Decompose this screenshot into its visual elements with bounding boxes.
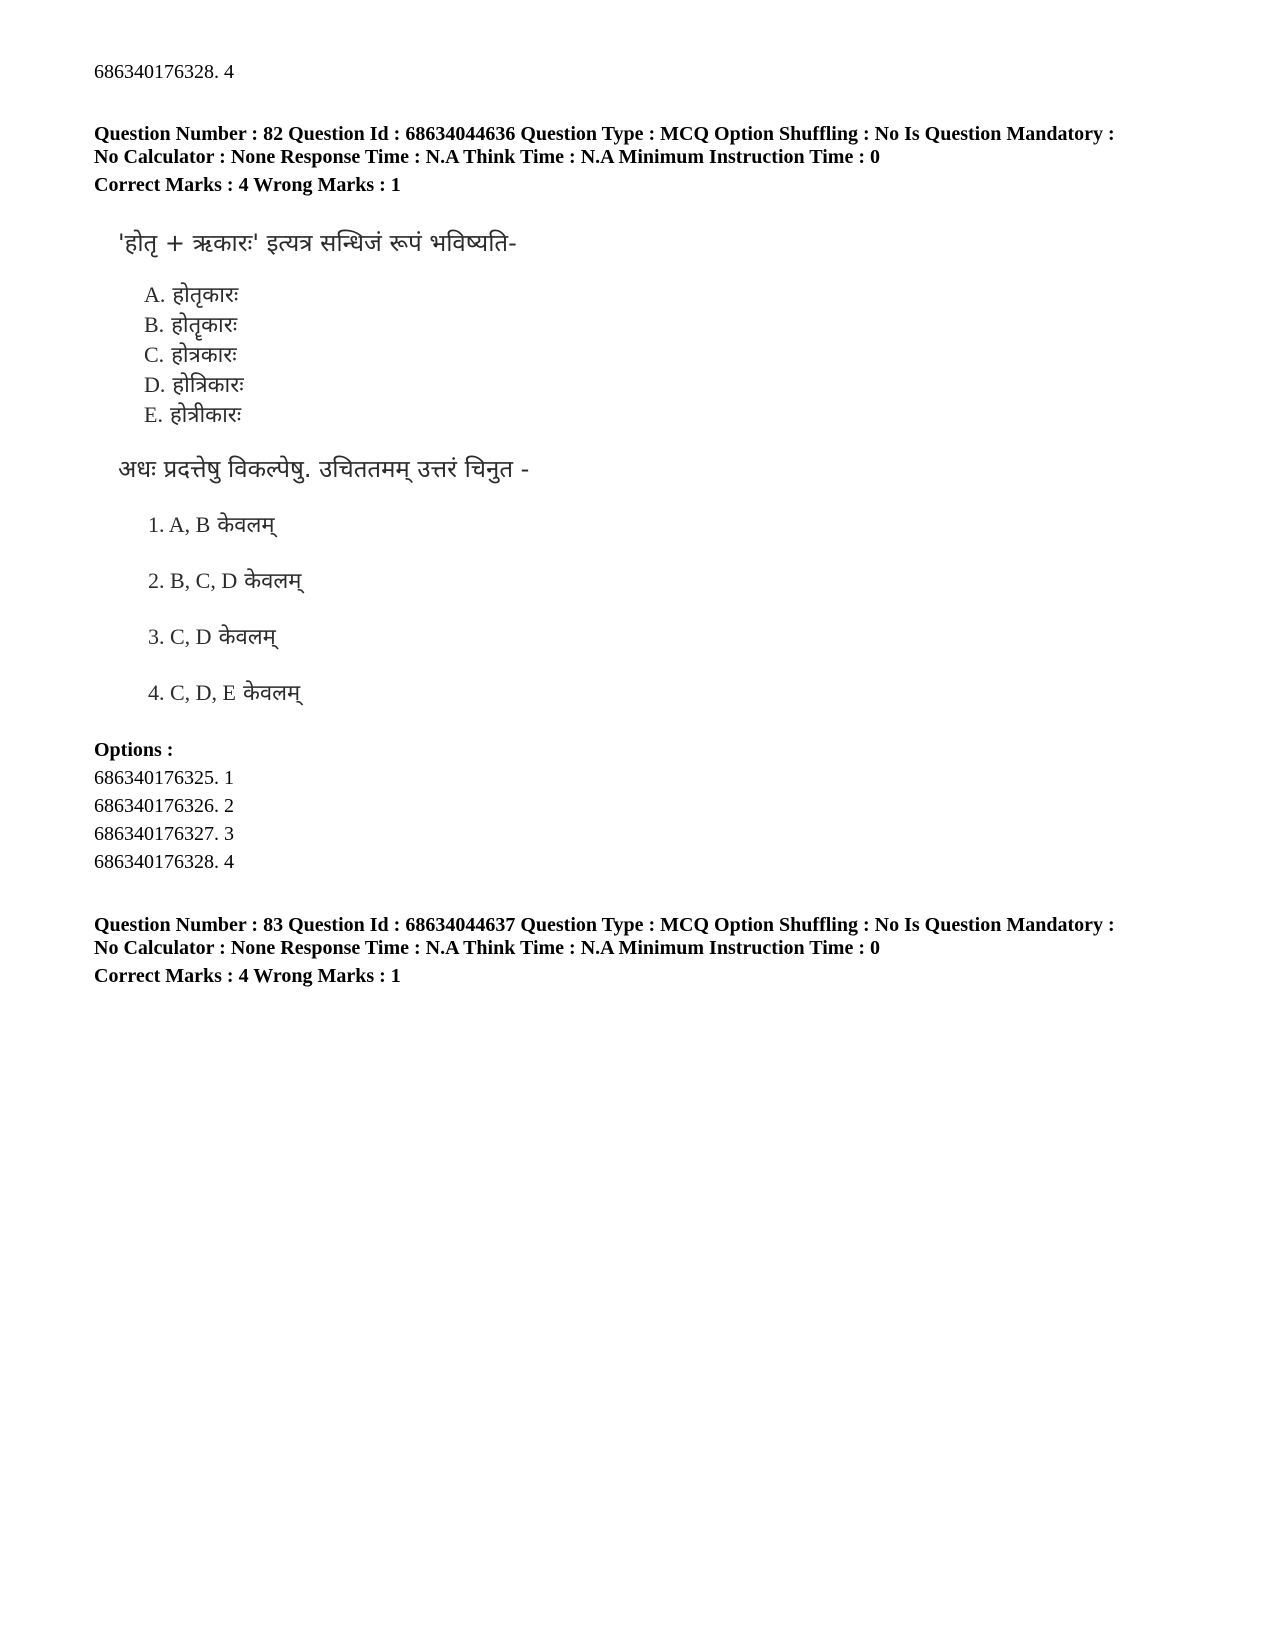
previous-option-line: 686340176328. 4 <box>94 61 234 83</box>
q82-answer-4 <box>148 678 300 709</box>
choice-letter: A. <box>144 282 166 307</box>
q82-instruction: अधः प्रदत्तेषु विकल्पेषु. उचिततमम् उत्तरं चिनुत - <box>118 455 530 483</box>
q82-options-label: Options : <box>94 739 174 761</box>
q82-choice-e <box>144 400 241 431</box>
choice-text: होत्रकारः <box>171 343 237 368</box>
q82-question-image <box>110 228 670 758</box>
choice-letter: C. <box>144 342 165 367</box>
answer-text: केवलम् <box>244 569 302 594</box>
choice-letter: B. <box>144 312 165 337</box>
q82-option-4: 686340176328. 4 <box>94 851 234 873</box>
q82-answer-1 <box>148 510 275 541</box>
answer-number: 4. C, D, E <box>148 680 236 705</box>
answer-text: केवलम् <box>243 681 301 706</box>
q82-choice-c <box>144 340 237 371</box>
answer-number: 3. C, D <box>148 624 212 649</box>
q82-answer-3 <box>148 622 276 653</box>
q82-option-3: 686340176327. 3 <box>94 823 234 845</box>
q82-question-stem: 'होतृ + ऋकारः' इत्यत्र सन्धिजं रूपं भविष्यति- <box>118 229 517 257</box>
answer-text: केवलम् <box>218 625 276 650</box>
q82-marks: Correct Marks : 4 Wrong Marks : 1 <box>94 174 401 196</box>
choice-letter: D. <box>144 372 166 397</box>
q82-choice-a <box>144 280 238 311</box>
choice-text: होत्रीकारः <box>169 403 242 428</box>
q83-header-line1: Question Number : 83 Question Id : 68634044637 Question Type : MCQ Option Shuffling : No Is Question Mandatory : <box>94 914 1115 936</box>
answer-text: केवलम् <box>217 513 275 538</box>
q82-choice-b <box>144 310 237 341</box>
q82-option-2: 686340176326. 2 <box>94 795 234 817</box>
q82-header-line2: No Calculator : None Response Time : N.A Think Time : N.A Minimum Instruction Time : 0 <box>94 146 880 168</box>
q82-choice-d <box>144 370 244 401</box>
q83-marks: Correct Marks : 4 Wrong Marks : 1 <box>94 965 401 987</box>
choice-text: होतृकारः <box>172 283 239 308</box>
q83-header-line2: No Calculator : None Response Time : N.A Think Time : N.A Minimum Instruction Time : 0 <box>94 937 880 959</box>
choice-text: होतॄकारः <box>171 313 238 338</box>
q82-answer-2 <box>148 566 301 597</box>
choice-text: होत्रिकारः <box>172 373 244 398</box>
answer-number: 2. B, C, D <box>148 568 238 593</box>
q82-option-1: 686340176325. 1 <box>94 767 234 789</box>
answer-number: 1. A, B <box>148 512 211 537</box>
choice-letter: E. <box>144 402 163 427</box>
q82-header-line1: Question Number : 82 Question Id : 68634044636 Question Type : MCQ Option Shuffling : No Is Question Mandatory : <box>94 123 1115 145</box>
